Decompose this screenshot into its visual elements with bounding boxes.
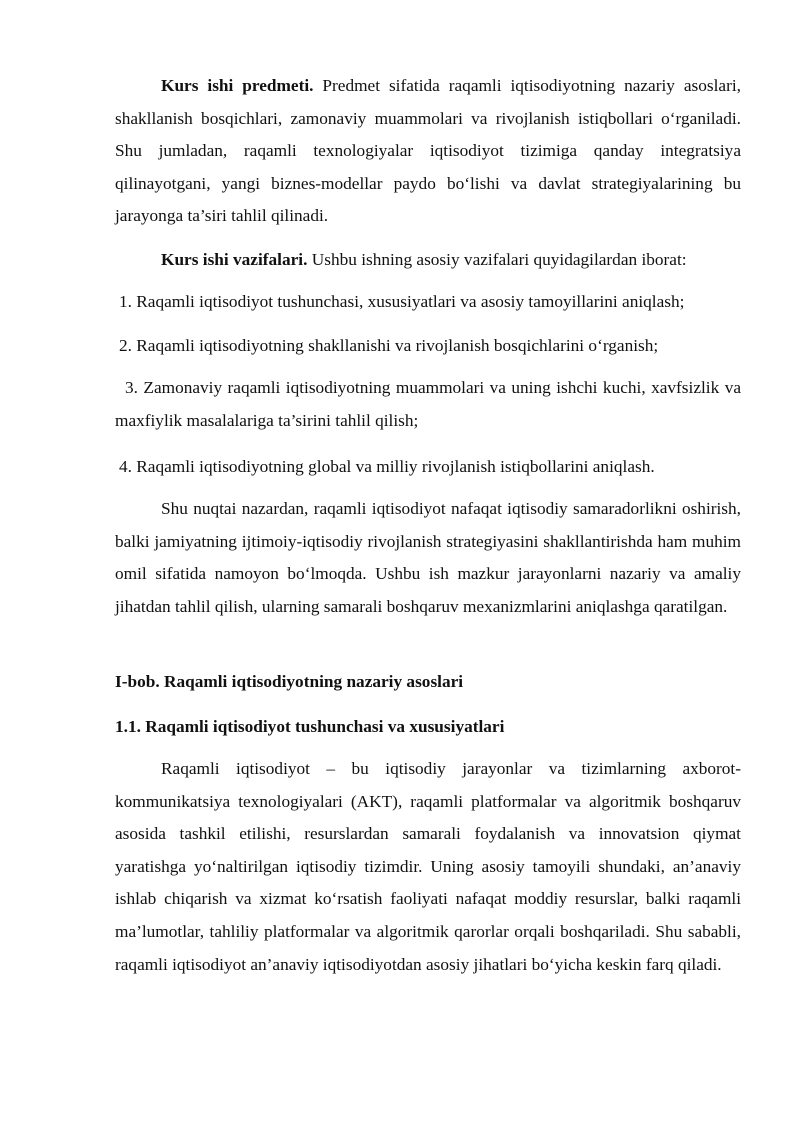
task-item-3: 3. Zamonaviy raqamli iqtisodiyotning muammolari va uning ishchi kuchi, xavfsizlik va maxfiylik masalalariga ta’sirini tahlil qilish; [115, 378, 741, 430]
task-item-1: 1. Raqamli iqtisodiyot tushunchasi, xususiyatlari va asosiy tamoyillarini aniqlash; [119, 292, 685, 311]
task-item-4: 4. Raqamli iqtisodiyotning global va milliy rivojlanish istiqbollarini aniqlash. [119, 457, 655, 476]
task-item-2: 2. Raqamli iqtisodiyotning shakllanishi va rivojlanish bosqichlarini o‘rganish; [119, 336, 659, 355]
subject-paragraph [115, 70, 741, 233]
section-title: 1.1. Raqamli iqtisodiyot tushunchasi va xususiyatlari [115, 717, 505, 736]
section-paragraph: Raqamli iqtisodiyot – bu iqtisodiy jarayonlar va tizimlarning axborot-kommunikatsiya texnologiyalari (AKT), raqamli platformalar va algoritmik boshqaruv asosida tashkil etilishi, resurslardan samarali foydalanish va innovatsion qiymat yaratishga yo‘naltirilgan iqtisodiy tizimdir. Uning asosiy tamoyili shundaki, an’anaviy ishlab chiqarish va xizmat ko‘rsatish faoliyati nafaqat moddiy resurslar, balki raqamli ma’lumotlar, tahliliy platformalar va algoritmik qarorlar orqali boshqariladi. Shu sababli, raqamli iqtisodiyot an’anaviy iqtisodiyotdan asosiy jihatlari bo‘yicha keskin farq qiladi. [115, 759, 741, 974]
chapter-title: I-bob. Raqamli iqtisodiyotning nazariy asoslari [115, 672, 464, 691]
subject-text: Predmet sifatida raqamli iqtisodiyotning nazariy asoslari, shakllanish bosqichlari, zamonaviy muammolari va rivojlanish istiqbollari o‘rganiladi. Shu jumladan, raqamli texnologiyalar iqtisodiyot tizimiga qanday integratsiya qilinayotgani, yangi biznes-modellar paydo bo‘lishi va davlat strategiyalarining bu jarayonga ta’siri tahlil qilinadi. [115, 76, 741, 226]
conclusion-paragraph: Shu nuqtai nazardan, raqamli iqtisodiyot nafaqat iqtisodiy samaradorlikni oshirish, balki jamiyatning ijtimoiy-iqtisodiy rivojlanish strategiyasini shakllantirishda ham muhim omil sifatida namoyon bo‘lmoqda. Ushbu ish mazkur jarayonlarni nazariy va amaliy jihatdan tahlil qilish, ularning samarali boshqaruv mexanizmlarini aniqlashga qaratilgan. [115, 499, 741, 616]
subject-label: Kurs ishi predmeti. [161, 76, 314, 95]
tasks-intro-text: Ushbu ishning asosiy vazifalari quyidagilardan iborat: [307, 250, 687, 269]
tasks-label: Kurs ishi vazifalari. [161, 250, 308, 269]
tasks-intro-paragraph [115, 244, 741, 277]
